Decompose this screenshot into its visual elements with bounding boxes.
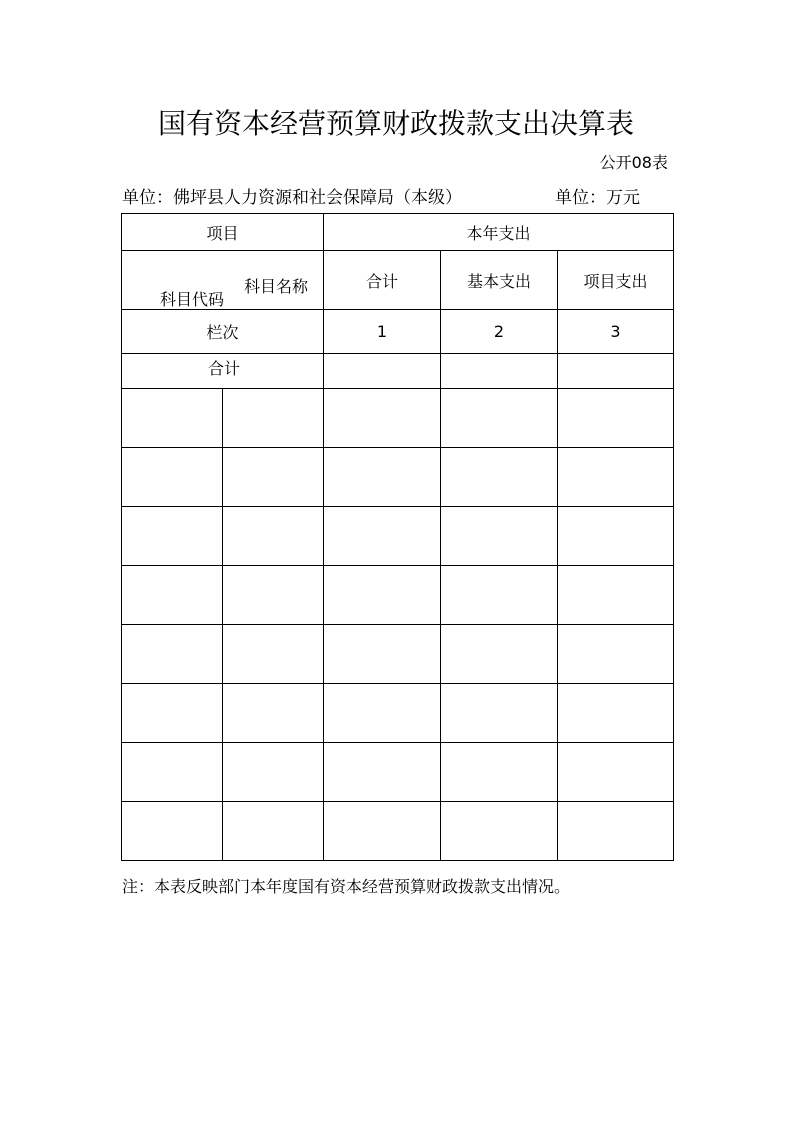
table-cell: [558, 507, 674, 566]
table-cell: [223, 389, 324, 448]
header-subject-code: 科目代码: [160, 290, 225, 309]
table-cell: [441, 507, 558, 566]
footnote: 注：本表反映部门本年度国有资本经营预算财政拨款支出情况。: [122, 877, 571, 896]
table-cell: [223, 684, 324, 743]
table-cell: [122, 448, 223, 507]
table-cell: [441, 684, 558, 743]
page-title: 国有资本经营预算财政拨款支出决算表: [157, 107, 634, 140]
table-cell: [441, 389, 558, 448]
total-cell: [441, 354, 558, 389]
sequence-2: 2: [441, 310, 558, 354]
table-cell: [122, 507, 223, 566]
table-cell: [223, 802, 324, 861]
unit-currency: 单位：万元: [555, 188, 640, 208]
table-cell: [122, 684, 223, 743]
table-cell: [223, 448, 324, 507]
unit-organization: 单位：佛坪县人力资源和社会保障局（本级）: [122, 188, 462, 208]
table-cell: [558, 566, 674, 625]
table-cell: [324, 389, 441, 448]
table-cell: [324, 507, 441, 566]
table-cell: [441, 802, 558, 861]
table-cell: [558, 625, 674, 684]
table-cell: [122, 566, 223, 625]
header-row-2: [122, 251, 674, 310]
table-cell: [324, 743, 441, 802]
table-row: [122, 743, 674, 802]
table-cell: [122, 802, 223, 861]
table-cell: [223, 743, 324, 802]
table-row: [122, 389, 674, 448]
total-row: [122, 354, 674, 389]
table-cell: [223, 507, 324, 566]
table-cell: [223, 566, 324, 625]
header-project: 项目: [122, 214, 324, 251]
table-cell: [324, 684, 441, 743]
table-cell: [324, 625, 441, 684]
table-cell: [558, 802, 674, 861]
table-cell: [441, 448, 558, 507]
table-row: [122, 566, 674, 625]
table-cell: [122, 625, 223, 684]
table-cell: [122, 743, 223, 802]
table-cell: [558, 389, 674, 448]
table-cell: [324, 448, 441, 507]
sequence-1: 1: [324, 310, 441, 354]
table-cell: [324, 566, 441, 625]
form-number: 公开08表: [599, 153, 668, 172]
table-cell: [441, 625, 558, 684]
header-subject-name: 科目名称: [244, 277, 309, 296]
table-row: [122, 684, 674, 743]
expense-table: [121, 213, 674, 861]
table-row: [122, 802, 674, 861]
header-current-year-expense: 本年支出: [324, 214, 674, 251]
table-cell: [122, 389, 223, 448]
table-cell: [441, 566, 558, 625]
header-subject-cell: [122, 251, 324, 310]
header-total: 合计: [324, 251, 441, 310]
table-cell: [558, 448, 674, 507]
table-row: [122, 448, 674, 507]
header-project-expense: 项目支出: [558, 251, 674, 310]
total-cell: [558, 354, 674, 389]
header-basic-expense: 基本支出: [441, 251, 558, 310]
table-cell: [324, 802, 441, 861]
table-cell: [223, 625, 324, 684]
table-cell: [558, 684, 674, 743]
header-row-1: [122, 214, 674, 251]
table-cell: [441, 743, 558, 802]
sequence-3: 3: [558, 310, 674, 354]
total-cell: [324, 354, 441, 389]
sequence-label: 栏次: [122, 310, 324, 354]
table-cell: [558, 743, 674, 802]
table-row: [122, 507, 674, 566]
sequence-row: [122, 310, 674, 354]
table-row: [122, 625, 674, 684]
total-label: 合计: [122, 354, 324, 389]
